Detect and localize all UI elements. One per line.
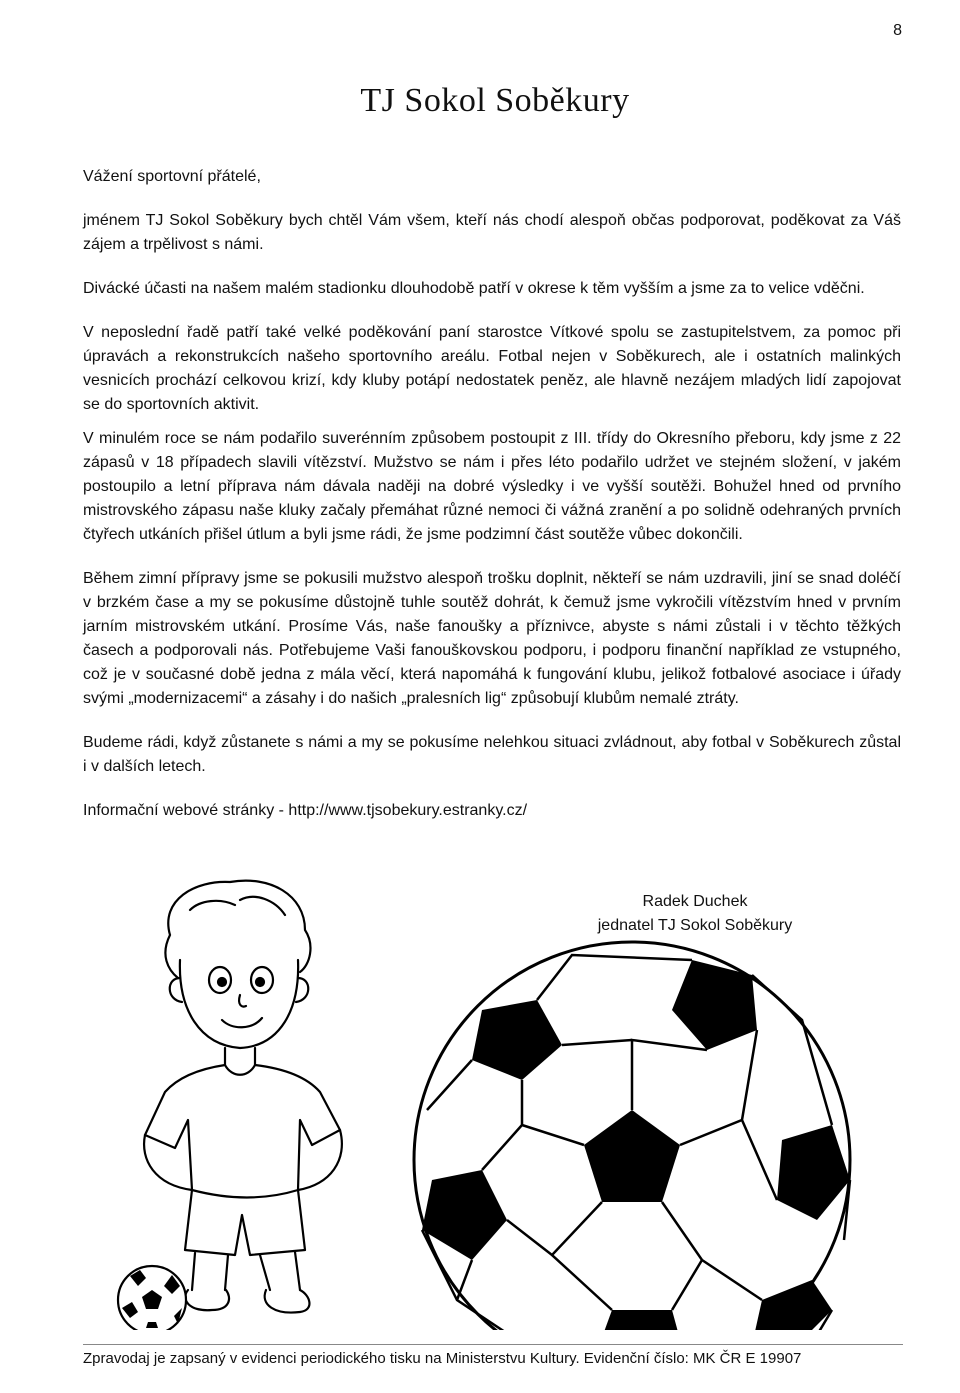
signature-role: jednatel TJ Sokol Soběkury: [597, 917, 793, 934]
footer-divider: [83, 1344, 903, 1345]
article-body: [83, 165, 901, 843]
paragraph-thanks: jménem TJ Sokol Soběkury bych chtěl Vám všem, kteří nás chodí alespoň občas podporovat, poděkovat za Váš zájem a trpělivost s námi.: [83, 212, 901, 253]
boy-hair: [165, 881, 310, 978]
paragraph-winter: Během zimní přípravy jsme se pokusili mužstvo alespoň trošku doplnit, někteří se nám uzdravili, jiní se snad doléčí v brzkém čase a my se pokusíme důstojně tuhle soutěž dohrát, k čemuž jsme vykročili vítězstvím hned v prvním jarním mistrovském utkání. Prosíme Vás, naše fanoušky a příznivce, abyste s námi zůstali i v těchto těžkých časech a podporovali nás. Potřebujeme Vaši fanouškovskou podporu, i podporu finanční například ze vstupného, což je v současné době jedna z mála věcí, která napomáhá k fungování klubu, jelikož fotbalové asociace i úřady svými „modernizacemi“ a zásahy i do našich „pralesních lig“ způsobují klubům nemalé ztráty.: [83, 570, 901, 707]
page-number: 8: [893, 22, 902, 39]
paragraph-mayor: V neposlední řadě patří také velké poděkování paní starostce Vítkové spolu se zastupitelstvem, za pomoc při úpravách a rekonstrukcích našeho sportovního areálu. Fotbal nejen v Soběkurech, ale i ostatních malinkých vesnicích prochází celkovou krizí, kdy kluby potápí nedostatek peněz, ale hlavně nezájem mladých lidí zapojovat se do sportovních aktivit.: [83, 324, 901, 413]
page-title: TJ Sokol Soběkury: [360, 82, 630, 119]
boy-shirt: [145, 1065, 340, 1198]
paragraph-attendance: Divácké účasti na našem malém stadionku dlouhodobě patří v okrese k těm vyšším a jsme za to velice vděčni.: [83, 280, 865, 297]
small-ball: [118, 1266, 186, 1330]
footballer-illustration: [100, 860, 910, 1330]
paragraph-closing: Budeme rádi, když zůstanete s námi a my se pokusíme nelehkou situaci zvládnout, aby fotbal v Soběkurech zůstal i v dalších letech.: [83, 734, 901, 775]
footer-note: Zpravodaj je zapsaný v evidenci periodického tisku na Ministerstvu Kultury. Evidenční číslo: MK ČR E 19907: [83, 1350, 802, 1367]
website-line[interactable]: Informační webové stránky - http://www.tjsobekury.estranky.cz/: [83, 802, 528, 819]
paragraph-season: V minulém roce se nám podařilo suverénním způsobem postoupit z III. třídy do Okresního přeboru, kdy jsme z 22 zápasů v 18 případech slavili vítězství. Mužstvo se nám i přes léto podařilo udržet ve stejném složení, v jakém postoupilo a letní příprava nám dávala naději na dobré výsledky i ve vyšší soutěži. Bohužel hned od prvního mistrovského zápasu naše kluky začaly přemáhat různé nemoci či vážná zranění a po solidně odehraných prvních čtyřech utkáních přišel útlum a byli jsme rádi, že jsme podzimní část soutěže vůbec dokončili.: [83, 430, 901, 543]
boy-mouth: [222, 1018, 262, 1027]
greeting: Vážení sportovní přátelé,: [83, 168, 261, 185]
signature-name: Radek Duchek: [642, 893, 748, 910]
boy-shorts: [185, 1190, 305, 1255]
large-ball: [414, 942, 850, 1330]
